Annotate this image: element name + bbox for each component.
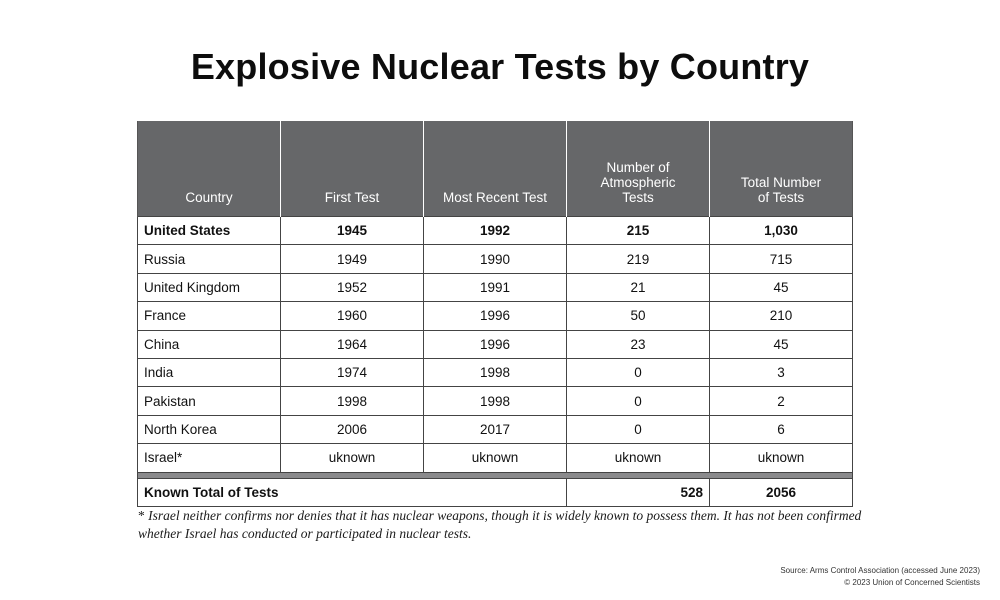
footnote-text: Israel neither confirms nor denies that it has nuclear weapons, though it is widely known to possess them. It has not been confirmed whether Israel has conducted or participated in nuclear tests. bbox=[138, 508, 862, 541]
cell-atmospheric-tests: 23 bbox=[567, 330, 710, 358]
cell-total-tests: 2 bbox=[710, 387, 853, 415]
cell-total-tests: 45 bbox=[710, 330, 853, 358]
total-tests: 2056 bbox=[710, 478, 853, 506]
cell-country: France bbox=[138, 302, 281, 330]
page-title: Explosive Nuclear Tests by Country bbox=[190, 46, 810, 87]
cell-first-test: 1998 bbox=[281, 387, 424, 415]
cell-most-recent-test: 1996 bbox=[424, 302, 567, 330]
cell-most-recent-test: 1992 bbox=[424, 217, 567, 245]
cell-total-tests: uknown bbox=[710, 444, 853, 472]
cell-first-test: 1945 bbox=[281, 217, 424, 245]
cell-country: Pakistan bbox=[138, 387, 281, 415]
cell-first-test: 1964 bbox=[281, 330, 424, 358]
cell-most-recent-test: 1998 bbox=[424, 358, 567, 386]
total-atmospheric-tests: 528 bbox=[567, 478, 710, 506]
cell-country: United States bbox=[138, 217, 281, 245]
copyright-line: © 2023 Union of Concerned Scientists bbox=[844, 578, 980, 587]
cell-total-tests: 715 bbox=[710, 245, 853, 273]
cell-most-recent-test: 1996 bbox=[424, 330, 567, 358]
cell-total-tests: 210 bbox=[710, 302, 853, 330]
table-row bbox=[138, 302, 853, 330]
cell-atmospheric-tests: 50 bbox=[567, 302, 710, 330]
cell-most-recent-test: 1991 bbox=[424, 273, 567, 301]
source-line: Source: Arms Control Association (accessed June 2023) bbox=[780, 566, 980, 575]
cell-country: Israel* bbox=[138, 444, 281, 472]
cell-first-test: 2006 bbox=[281, 415, 424, 443]
footnote-marker: * bbox=[138, 508, 145, 523]
cell-atmospheric-tests: 21 bbox=[567, 273, 710, 301]
footnote bbox=[138, 507, 868, 543]
header-country: Country bbox=[138, 121, 281, 217]
table-row bbox=[138, 444, 853, 472]
header-most-recent-test: Most Recent Test bbox=[424, 121, 567, 217]
cell-atmospheric-tests: uknown bbox=[567, 444, 710, 472]
table-row bbox=[138, 415, 853, 443]
cell-first-test: uknown bbox=[281, 444, 424, 472]
cell-most-recent-test: 1998 bbox=[424, 387, 567, 415]
cell-atmospheric-tests: 215 bbox=[567, 217, 710, 245]
table-row bbox=[138, 273, 853, 301]
cell-atmospheric-tests: 0 bbox=[567, 387, 710, 415]
cell-first-test: 1949 bbox=[281, 245, 424, 273]
cell-country: China bbox=[138, 330, 281, 358]
source-credit bbox=[780, 565, 980, 589]
cell-country: United Kingdom bbox=[138, 273, 281, 301]
table-row bbox=[138, 387, 853, 415]
cell-country: North Korea bbox=[138, 415, 281, 443]
cell-most-recent-test: uknown bbox=[424, 444, 567, 472]
cell-total-tests: 45 bbox=[710, 273, 853, 301]
cell-atmospheric-tests: 0 bbox=[567, 358, 710, 386]
table-row bbox=[138, 245, 853, 273]
header-atmospheric-tests: Number of Atmospheric Tests bbox=[567, 121, 710, 217]
cell-atmospheric-tests: 0 bbox=[567, 415, 710, 443]
cell-atmospheric-tests: 219 bbox=[567, 245, 710, 273]
table-row bbox=[138, 358, 853, 386]
cell-first-test: 1952 bbox=[281, 273, 424, 301]
header-first-test: First Test bbox=[281, 121, 424, 217]
cell-country: India bbox=[138, 358, 281, 386]
table-row bbox=[138, 217, 853, 245]
total-label: Known Total of Tests bbox=[138, 478, 567, 506]
cell-total-tests: 3 bbox=[710, 358, 853, 386]
cell-most-recent-test: 2017 bbox=[424, 415, 567, 443]
cell-first-test: 1974 bbox=[281, 358, 424, 386]
cell-country: Russia bbox=[138, 245, 281, 273]
cell-most-recent-test: 1990 bbox=[424, 245, 567, 273]
table-header-row bbox=[138, 121, 853, 217]
nuclear-tests-table bbox=[137, 121, 853, 507]
cell-total-tests: 6 bbox=[710, 415, 853, 443]
cell-total-tests: 1,030 bbox=[710, 217, 853, 245]
total-row bbox=[138, 478, 853, 506]
cell-first-test: 1960 bbox=[281, 302, 424, 330]
table-row bbox=[138, 330, 853, 358]
header-total-tests: Total Number of Tests bbox=[710, 121, 853, 217]
